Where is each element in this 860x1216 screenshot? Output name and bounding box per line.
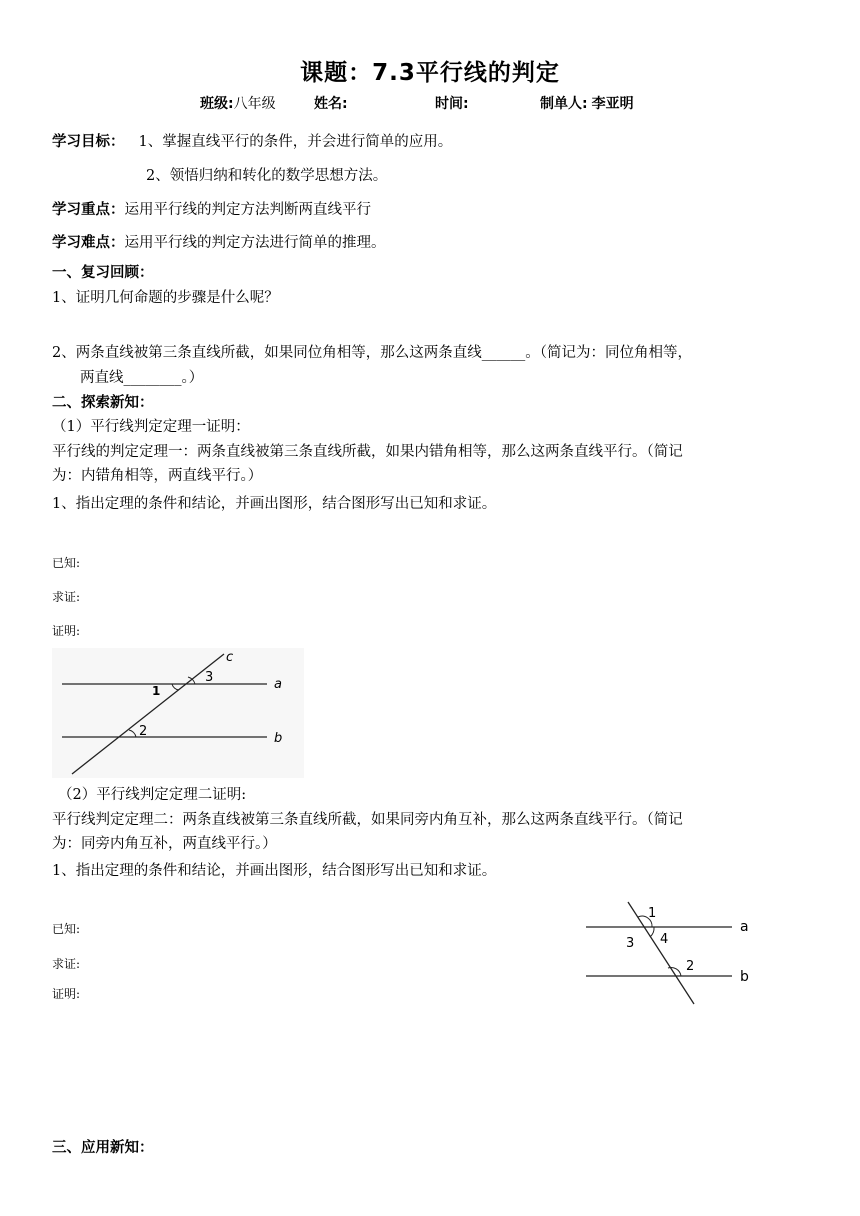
part1-theorem-line1: 平行线的判定定理一：两条直线被第三条直线所截，如果内错角相等，那么这两条直线平行。（简记	[52, 444, 683, 460]
page-title: 课题：7.3平行线的判定	[300, 60, 560, 86]
part2-theorem-line2: 为：同旁内角互补，两直线平行。）	[52, 836, 277, 852]
explore-heading: 二、探索新知：	[52, 395, 154, 411]
key-point-text: 运用平行线的判定方法判断两直线平行	[124, 202, 371, 218]
part2-proof: 证明:	[52, 987, 81, 1001]
author-label: 制单人:	[540, 96, 588, 112]
transversal	[628, 902, 694, 1004]
figure-2	[580, 898, 760, 1010]
label-angle-3: 3	[205, 670, 214, 685]
part1-title: （1）平行线判定定理一证明：	[52, 419, 250, 435]
part1-prove: 求证:	[52, 590, 81, 604]
label-angle-1: 1	[648, 906, 657, 921]
key-point-label: 学习重点：	[52, 202, 125, 218]
objectives-row-1	[52, 132, 452, 152]
review-q2-line1: 2、两条直线被第三条直线所截，如果同位角相等，那么这两条直线______。（简记为：同位角相等，	[52, 345, 692, 361]
author-value: 李亚明	[591, 96, 634, 112]
label-a: a	[740, 919, 749, 935]
label-b: b	[274, 731, 283, 746]
part1-given: 已知:	[52, 556, 81, 570]
part2-title: （2）平行线判定定理二证明:	[58, 787, 247, 803]
class-label: 班级:	[200, 96, 234, 112]
label-angle-2: 2	[139, 724, 148, 739]
part1-theorem-line2: 为：内错角相等，两直线平行。）	[52, 468, 263, 484]
label-angle-1: 1	[152, 684, 161, 698]
part1-task: 1、指出定理的条件和结论，并画出图形，结合图形写出已知和求证。	[52, 496, 497, 512]
objectives-label: 学习目标：	[52, 134, 125, 150]
part2-theorem-line1: 平行线判定定理二：两条直线被第三条直线所截，如果同旁内角互补，那么这两条直线平行。（简记	[52, 812, 683, 828]
review-heading: 一、复习回顾：	[52, 265, 154, 281]
label-angle-3: 3	[626, 936, 635, 951]
figure-1	[52, 648, 304, 778]
objective-item-1: 1、掌握直线平行的条件，并会进行简单的应用。	[138, 134, 453, 150]
difficulty-label: 学习难点：	[52, 235, 125, 251]
review-q1: 1、证明几何命题的步骤是什么呢？	[52, 290, 279, 306]
class-value: 八年级	[233, 96, 276, 112]
angle-4-arc	[650, 927, 654, 937]
label-c: c	[226, 650, 234, 665]
difficulty	[52, 233, 386, 253]
part1-proof: 证明:	[52, 624, 81, 638]
label-a: a	[274, 677, 282, 692]
time-label: 时间:	[435, 96, 469, 112]
part2-given: 已知:	[52, 922, 81, 936]
meta-class	[200, 93, 276, 113]
objective-item-2: 2、领悟归纳和转化的数学思想方法。	[146, 168, 388, 184]
part2-prove: 求证:	[52, 957, 81, 971]
label-b: b	[740, 969, 749, 985]
part2-task: 1、指出定理的条件和结论，并画出图形，结合图形写出已知和求证。	[52, 863, 497, 879]
apply-heading: 三、应用新知：	[52, 1140, 154, 1156]
name-label: 姓名:	[314, 96, 348, 112]
review-q2-line2: 两直线________。）	[80, 370, 204, 386]
difficulty-text: 运用平行线的判定方法进行简单的推理。	[124, 235, 386, 251]
label-angle-2: 2	[686, 959, 695, 974]
key-point	[52, 200, 371, 220]
author	[540, 93, 634, 113]
label-angle-4: 4	[660, 932, 669, 947]
